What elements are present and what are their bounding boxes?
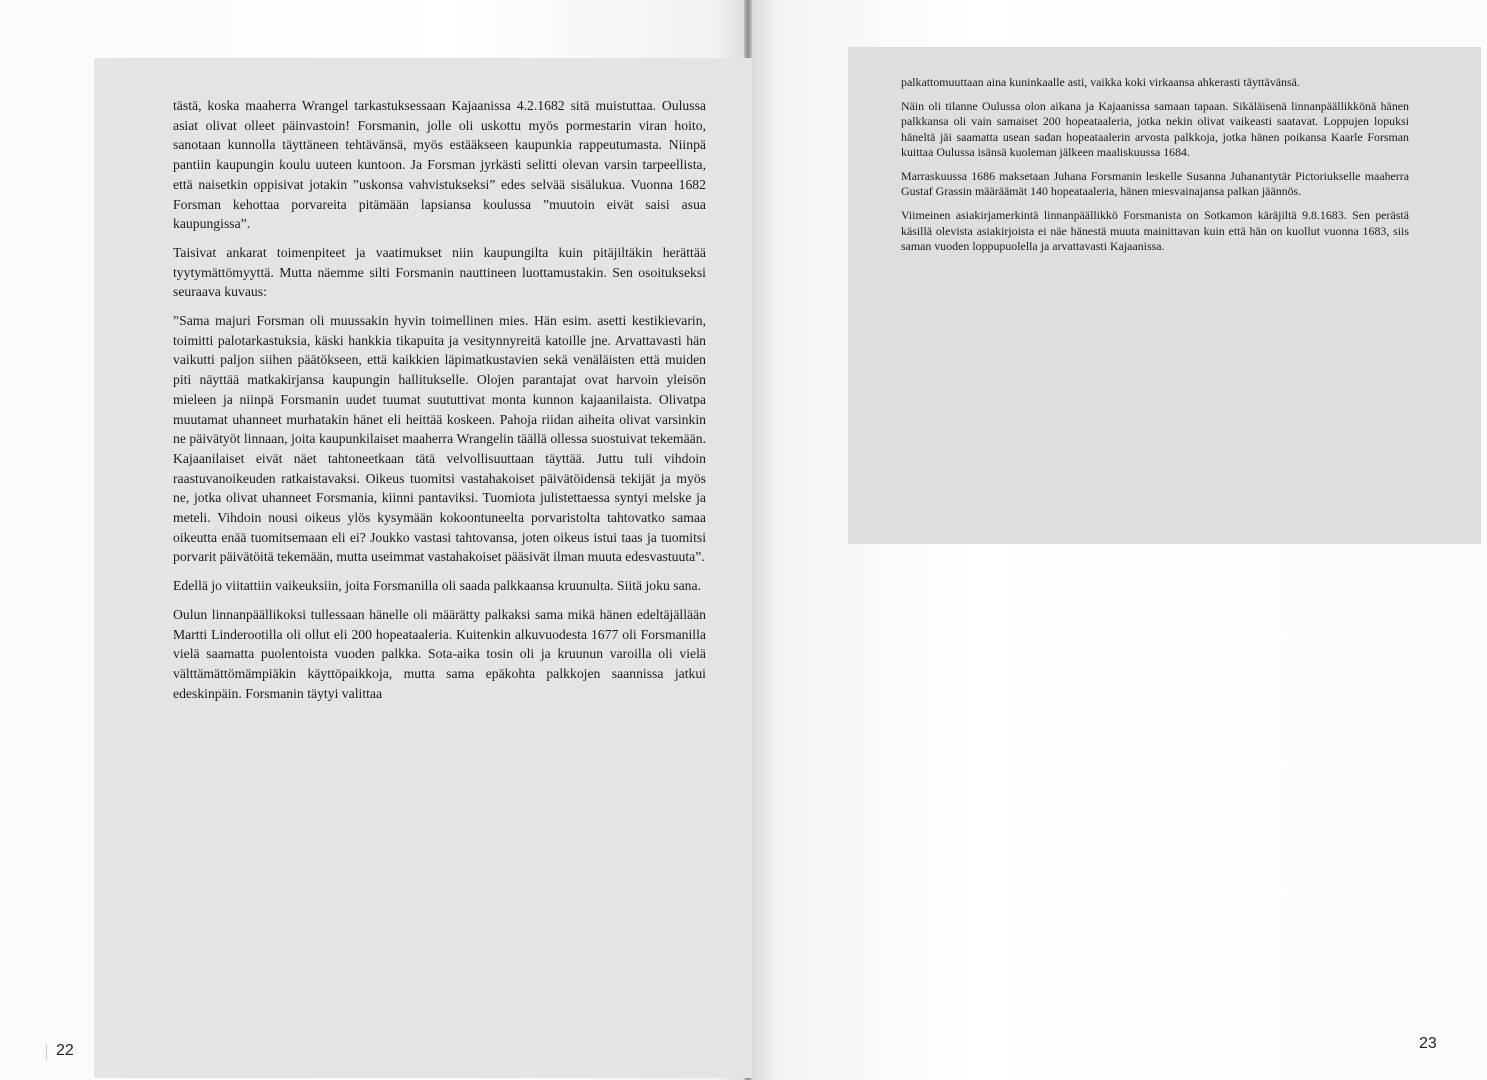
right-paragraph-3: Marraskuussa 1686 maksetaan Juhana Forsmanin leskelle Susanna Juhanantytär Pictoriukselle maaherra Gustaf Grassin määräämät 140 hopeataaleria, hänen miesvainajansa palkan jäännös. — [901, 169, 1409, 199]
page-number-left: 22 — [56, 1042, 74, 1059]
right-paragraph-1: palkattomuuttaan aina kuninkaalle asti, vaikka koki virkaansa ahkerasti täyttävänsä. — [901, 75, 1300, 89]
left-paragraph-4: Edellä jo viitattiin vaikeuksiin, joita Forsmanilla oli saada palkkaansa kruunulta. Siitä joku sana. — [173, 578, 701, 594]
right-text-block — [848, 47, 1481, 544]
left-paragraph-5: Oulun linnanpäällikoksi tullessaan hänelle oli määrätty palkaksi sama mikä hänen edeltäjällään Martti Linderootilla oli ollut eli 200 hopeataaleria. Kuitenkin alkuvuodesta 1677 oli Forsmanilla vielä saamatta puolentoista vuoden palkka. Sota-aika tosin oli ja kruunun varoilla oli vielä välttämättömämpiäkin käyttöpaikkoja, mutta sama epäkohta palkkojen saannissa jatkui edeskinpäin. Forsmanin täytyi valittaa — [173, 606, 706, 701]
left-paragraph-1: tästä, koska maaherra Wrangel tarkastuksessaan Kajaanissa 4.2.1682 sitä muistuttaa. Oulussa asiat olivat olleet päinvastoin! Forsmanin, jolle oli uskottu myös pormestarin viran hoito, sanotaan kunnolla täyttäneen tehtävänsä, myös estääkseen kaupunkia rappeutumasta. Niinpä pantiin kaupungin koulu uuteen kuntoon. Ja Forsman jyrkästi selitti olevan varsin tarpeellista, että naisetkin oppisivat jotakin ”uskonsa vahvistukseksi” edes selvää sisälukua. Vuonna 1682 Forsman kehottaa porvareita pitämään lapsiansa koulussa ”muutoin eivät saisi asua kaupungissa”. — [173, 98, 706, 232]
left-paragraph-3: ”Sama majuri Forsman oli muussakin hyvin toimellinen mies. Hän esim. asetti kestikievarin, toimitti palotarkastuksia, käski hankkia tikapuita ja vesitynnyreitä katoille jne. Arvattavasti hän vaikutti paljon siihen päätökseen, että kaikkien läpimatkustavien sekä venäläisten että muiden piti näyttää matkakirjansa kaupungin hallitukselle. Olojen parantajat ovat harvoin yleisön mieleen ja niinpä Forsmanin uudet tuumat suututtivat monta kunnon kajaanilaista. Olivatpa muutamat uhanneet murhatakin hänet eli heittää koskeen. Pahoja riidan aiheita olivat varsinkin ne päivätyöt linnaan, joita kaupunkilaiset maaherra Wrangelin täällä ollessa suostuivat tekemään. Kajaanilaiset eivät näet tahtoneetkaan tätä velvollisuuttaan täyttää. Juttu tuli vihdoin raastuvanoikeuden ratkaistavaksi. Oikeus tuomitsi vastahakoiset päivätöidensä tekijät ja myös ne, jotka olivat uhanneet Forsmania, kiinni pantaviksi. Tuomiota julistettaessa syntyi melske ja meteli. Vihdoin nousi oikeus ylös kysymään kokoontuneelta porvaristolta tahtovatko samaa oikeutta enää tuomitsemaan eli ei? Joukko vastasi tahtovansa, joten oikeus istui taas ja tuomitsi porvarit päivätöitä tekemään, mutta useimmat vastahakoiset pääsivät ilman muuta edesvastuuta”. — [173, 313, 706, 565]
margin-mark — [46, 1044, 47, 1060]
right-paragraph-2: Näin oli tilanne Oulussa olon aikana ja Kajaanissa samaan tapaan. Sikäläisenä linnanpäällikkönä hänen palkkansa oli vain samaiset 200 hopeataaleria, jotka nekin olivat vaikeasti saatavat. Loppujen lopuksi häneltä jäi saamatta usean sadan hopeataalerin arvosta palkkoja, jotka hänen poikansa Kaarle Forsman kuittaa Oulussa isänsä kuoleman jälkeen maaliskuussa 1684. — [901, 99, 1409, 159]
left-paragraph-2: Taisivat ankarat toimenpiteet ja vaatimukset niin kaupungilta kuin pitäjiltäkin herättää tyytymättömyyttä. Mutta näemme silti Forsmanin nauttineen luottamustakin. Sen osoitukseksi seuraava kuvaus: — [173, 244, 706, 300]
right-paragraph-4: Viimeinen asiakirjamerkintä linnanpäällikkö Forsmanista on Sotkamon käräjiltä 9.8.1683. Sen perästä käsillä olevista asiakirjoista ei näe hänestä muuta mainittavan kuin että hän on kuollut vuonna 1683, siis saman vuoden loppupuolella ja arvattavasti Kajaanissa. — [901, 208, 1409, 253]
page-number-right: 23 — [1419, 1035, 1437, 1052]
left-text-block — [94, 58, 752, 1078]
